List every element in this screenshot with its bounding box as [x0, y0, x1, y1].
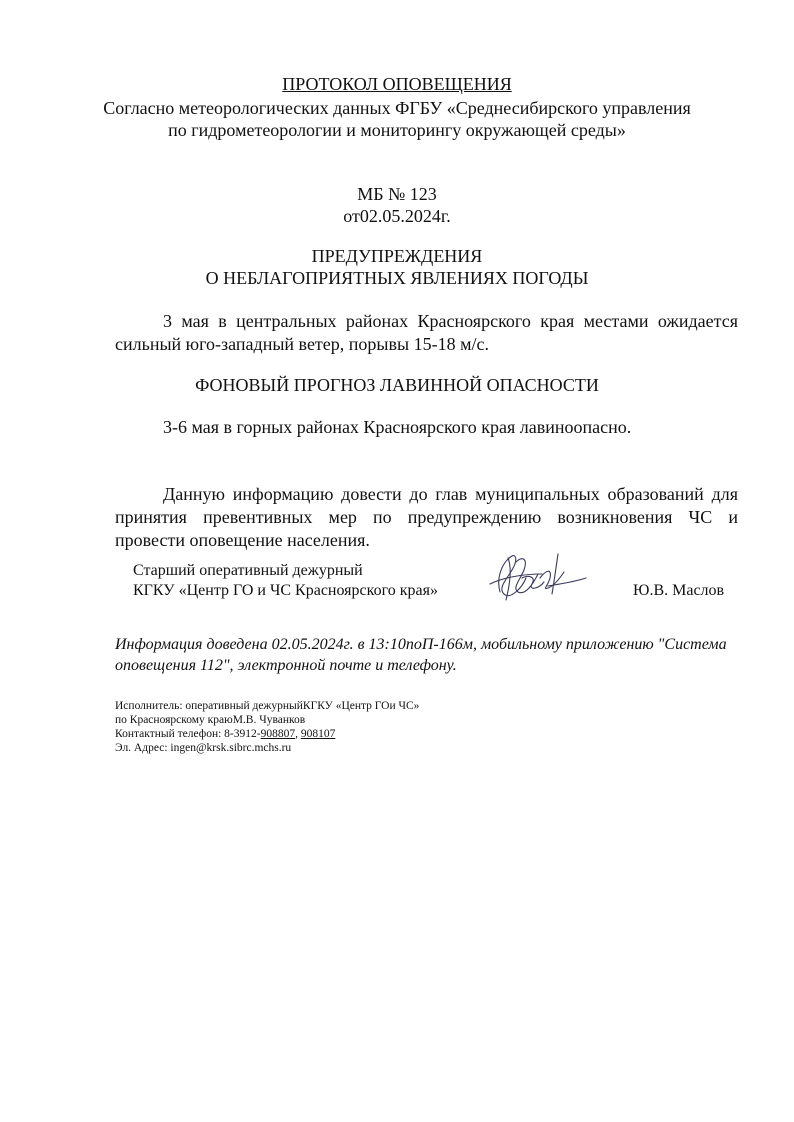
phone-link-2[interactable]: 908107: [300, 728, 336, 740]
warning-text: [115, 310, 738, 356]
information-note: [115, 634, 738, 676]
instruction-line2: принятия превентивных мер по предупреждению возникновения ЧС и: [115, 507, 738, 527]
avalanche-heading: ФОНОВЫЙ ПРОГНОЗ ЛАВИННОЙ ОПАСНОСТИ: [195, 375, 599, 395]
warning-text-line1: 3 мая в центральных районах Красноярского края местами ожидается: [163, 311, 738, 331]
warning-heading-line2: О НЕБЛАГОПРИЯТНЫХ ЯВЛЕНИЯХ ПОГОДЫ: [205, 268, 589, 288]
phone-link-1[interactable]: 908807: [260, 728, 296, 740]
instruction-line3: провести оповещение населения.: [115, 530, 370, 550]
instruction-line1: Данную информацию довести до глав муниципальных образований для: [163, 484, 738, 504]
signatory-position-line2: КГКУ «Центр ГО и ЧС Красноярского края»: [133, 582, 438, 599]
executor-details: [115, 699, 419, 755]
bulletin-date: от02.05.2024г.: [343, 206, 451, 226]
warning-text-line2: сильный юго-западный ветер, порывы 15-18 м/с.: [115, 334, 489, 354]
warning-heading-line1: ПРЕДУПРЕЖДЕНИЯ: [311, 246, 483, 266]
document-subtitle-line2: по гидрометеорологии и мониторингу окружающей среды»: [168, 120, 626, 140]
executor-line2: по Красноярскому краюМ.В. Чуванков: [115, 714, 306, 726]
instruction-text: [115, 483, 738, 552]
executor-phone: Контактный телефон: 8-3912-908807, 908107: [115, 728, 336, 740]
executor-line1: Исполнитель: оперативный дежурныйКГКУ «Центр ГОи ЧС»: [115, 700, 420, 712]
handwritten-signature: [482, 548, 592, 608]
document-subtitle-line1: Согласно метеорологических данных ФГБУ «Среднесибирского управления: [103, 98, 691, 118]
signatory-position-line1: Старший оперативный дежурный: [133, 562, 363, 579]
avalanche-text-content: 3-6 мая в горных районах Красноярского края лавиноопасно.: [163, 417, 632, 437]
signatory-name: Ю.В. Маслов: [633, 582, 725, 599]
information-note-line1: Информация доведена 02.05.2024г. в 13:10поП-166м, мобильному приложению "Система: [115, 636, 727, 653]
document-title: ПРОТОКОЛ ОПОВЕЩЕНИЯ: [282, 74, 512, 94]
bulletin-number: МБ № 123: [357, 184, 437, 204]
executor-email: Эл. Адрес: ingen@krsk.sibrc.mchs.ru: [115, 742, 292, 754]
avalanche-text: [115, 416, 738, 439]
signatory-position: [133, 561, 438, 601]
information-note-line2: оповещения 112", электронной почте и телефону.: [115, 657, 457, 674]
